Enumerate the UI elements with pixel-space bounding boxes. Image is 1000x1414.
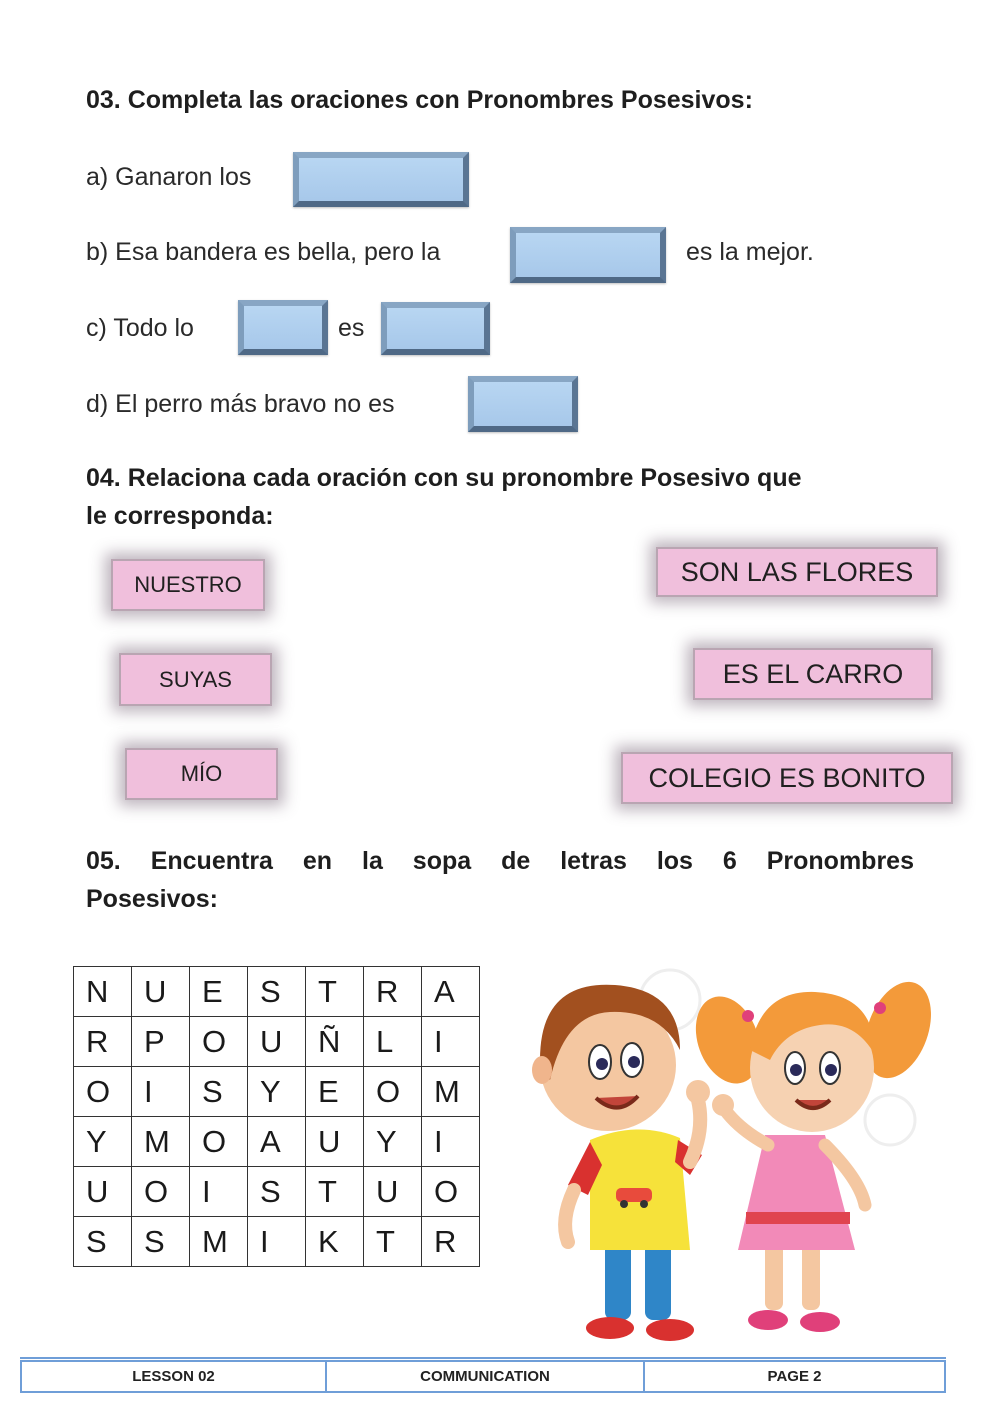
grid-cell[interactable]: A xyxy=(248,1117,306,1167)
boy-leg-left xyxy=(605,1240,631,1320)
grid-cell[interactable]: I xyxy=(248,1217,306,1267)
grid-cell[interactable]: I xyxy=(190,1167,248,1217)
sentence-b-start: b) Esa bandera es bella, pero la xyxy=(86,238,441,266)
girl-shoe-left xyxy=(748,1310,788,1330)
boy-leg-right xyxy=(645,1238,671,1320)
grid-cell[interactable]: Y xyxy=(364,1117,422,1167)
phrase-card-flores[interactable]: SON LAS FLORES xyxy=(656,547,938,597)
girl-pupil-right xyxy=(825,1064,837,1076)
sentence-c-start: c) Todo lo xyxy=(86,314,194,342)
girl-arm-left xyxy=(725,1110,768,1145)
grid-cell[interactable]: Ñ xyxy=(306,1017,364,1067)
grid-cell[interactable]: K xyxy=(306,1217,364,1267)
sentence-b-end: es la mejor. xyxy=(686,238,814,266)
grid-cell[interactable]: A xyxy=(422,967,480,1017)
girl-hair-tie xyxy=(874,1002,886,1014)
grid-cell[interactable]: R xyxy=(364,967,422,1017)
sentence-c-middle: es xyxy=(338,314,365,342)
grid-cell[interactable]: S xyxy=(74,1217,132,1267)
grid-cell[interactable]: R xyxy=(422,1217,480,1267)
grid-cell[interactable]: U xyxy=(132,967,190,1017)
boy-car-wheel xyxy=(620,1200,628,1208)
grid-cell[interactable]: O xyxy=(190,1117,248,1167)
pronoun-card-suyas[interactable]: SUYAS xyxy=(119,653,272,706)
boy-shoe-right xyxy=(646,1319,694,1341)
grid-cell[interactable]: S xyxy=(248,1167,306,1217)
grid-cell[interactable]: O xyxy=(132,1167,190,1217)
grid-cell[interactable]: I xyxy=(132,1067,190,1117)
grid-row xyxy=(74,967,480,1017)
pronoun-card-nuestro[interactable]: NUESTRO xyxy=(111,559,265,611)
section-04-title-line1: 04. Relaciona cada oración con su pronombre Posesivo que xyxy=(86,464,802,492)
grid-cell[interactable]: I xyxy=(422,1017,480,1067)
blank-d-input[interactable] xyxy=(468,376,578,432)
grid-cell[interactable]: P xyxy=(132,1017,190,1067)
footer-bar xyxy=(20,1360,946,1393)
grid-cell[interactable]: T xyxy=(306,1167,364,1217)
grid-row xyxy=(74,1217,480,1267)
section-04-title-line2: le corresponda: xyxy=(86,502,274,530)
grid-cell[interactable]: U xyxy=(306,1117,364,1167)
grid-cell[interactable]: M xyxy=(422,1067,480,1117)
footer-subject: COMMUNICATION xyxy=(420,1368,550,1385)
boy-arm-left xyxy=(565,1190,574,1242)
boy-ear xyxy=(532,1056,552,1084)
blank-c1-input[interactable] xyxy=(238,300,328,355)
grid-cell[interactable]: O xyxy=(364,1067,422,1117)
grid-cell[interactable]: U xyxy=(248,1017,306,1067)
grid-cell[interactable]: T xyxy=(364,1217,422,1267)
sentence-a: a) Ganaron los xyxy=(86,163,252,191)
girl-leg-right xyxy=(802,1240,820,1310)
grid-cell[interactable]: U xyxy=(364,1167,422,1217)
grid-row xyxy=(74,1067,480,1117)
grid-cell[interactable]: E xyxy=(190,967,248,1017)
boy-pupil-right xyxy=(628,1056,640,1068)
section-05-title-line2: Posesivos: xyxy=(86,885,219,913)
grid-cell[interactable]: S xyxy=(248,967,306,1017)
grid-cell[interactable]: L xyxy=(364,1017,422,1067)
grid-cell[interactable]: Y xyxy=(74,1117,132,1167)
pronoun-card-mio[interactable]: MÍO xyxy=(125,748,278,800)
grid-cell[interactable]: O xyxy=(74,1067,132,1117)
boy-car-print xyxy=(616,1188,652,1202)
section-05-title-line1: 05. Encuentra en la sopa de letras los 6 Pronombres xyxy=(86,847,914,875)
grid-cell[interactable]: T xyxy=(306,967,364,1017)
girl-hair-tie xyxy=(742,1010,754,1022)
grid-cell[interactable]: E xyxy=(306,1067,364,1117)
word-search-grid xyxy=(73,966,480,1267)
watermark-circle xyxy=(865,1095,915,1145)
grid-row xyxy=(74,1017,480,1067)
grid-row xyxy=(74,1167,480,1217)
girl-leg-left xyxy=(765,1240,783,1310)
girl-dress-stripe xyxy=(746,1212,850,1224)
footer-lesson: LESSON 02 xyxy=(132,1368,215,1385)
section-03-title: 03. Completa las oraciones con Pronombres Posesivos: xyxy=(86,86,753,114)
girl-figure xyxy=(684,973,943,1332)
grid-cell[interactable]: N xyxy=(74,967,132,1017)
phrase-card-carro[interactable]: ES EL CARRO xyxy=(693,648,933,700)
blank-c2-input[interactable] xyxy=(381,302,490,355)
grid-cell[interactable]: O xyxy=(422,1167,480,1217)
boy-pupil-left xyxy=(596,1058,608,1070)
grid-cell[interactable]: U xyxy=(74,1167,132,1217)
grid-cell[interactable]: S xyxy=(190,1067,248,1117)
grid-cell[interactable]: Y xyxy=(248,1067,306,1117)
grid-cell[interactable]: R xyxy=(74,1017,132,1067)
girl-hand-left xyxy=(712,1094,734,1116)
boy-arm-right xyxy=(690,1100,700,1162)
boy-figure xyxy=(532,985,710,1341)
blank-b-input[interactable] xyxy=(510,227,666,283)
sentence-d: d) El perro más bravo no es xyxy=(86,390,395,418)
grid-row xyxy=(74,1117,480,1167)
phrase-card-colegio[interactable]: COLEGIO ES BONITO xyxy=(621,752,953,804)
grid-cell[interactable]: O xyxy=(190,1017,248,1067)
boy-car-wheel xyxy=(640,1200,648,1208)
boy-shoe-left xyxy=(586,1317,634,1339)
kids-illustration xyxy=(520,950,950,1355)
grid-cell[interactable]: M xyxy=(132,1117,190,1167)
grid-cell[interactable]: M xyxy=(190,1217,248,1267)
blank-a-input[interactable] xyxy=(293,152,469,207)
girl-pupil-left xyxy=(790,1064,802,1076)
footer-page: PAGE 2 xyxy=(767,1368,822,1385)
grid-cell[interactable]: S xyxy=(132,1217,190,1267)
footer-top-rule xyxy=(20,1357,946,1359)
grid-cell[interactable]: I xyxy=(422,1117,480,1167)
boy-hand-right xyxy=(686,1080,710,1104)
girl-shoe-right xyxy=(800,1312,840,1332)
